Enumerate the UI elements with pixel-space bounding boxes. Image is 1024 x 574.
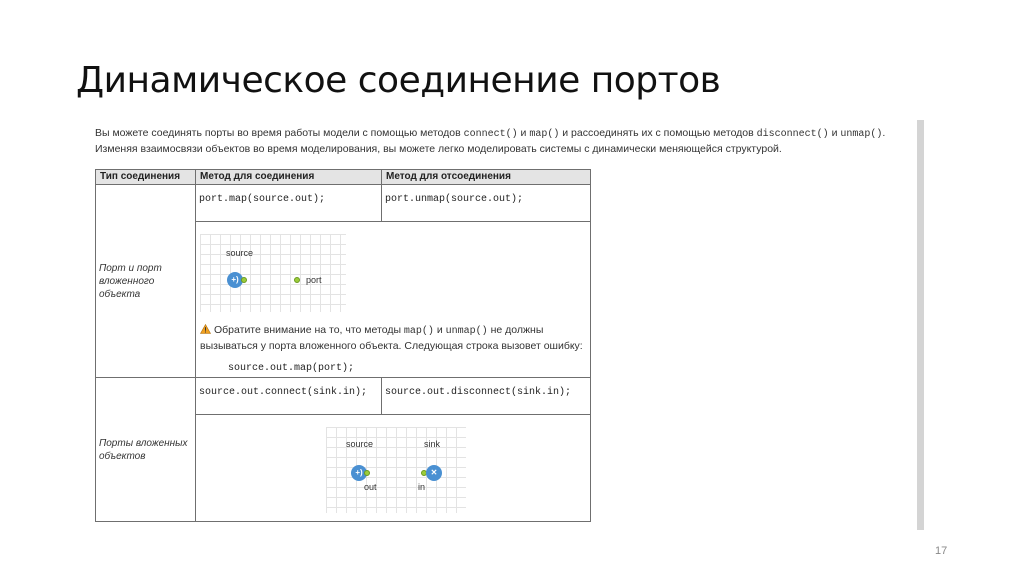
warning-icon (200, 324, 211, 334)
row1-disconnect-code: port.unmap(source.out); (385, 194, 524, 205)
row2-connect-cell (196, 378, 382, 415)
row2-connect-code: source.out.connect(sink.in); (199, 387, 368, 398)
table-header-row (96, 170, 591, 185)
scrollbar[interactable] (917, 120, 924, 530)
row2-type: Порты вложенных объектов (96, 378, 196, 522)
diagram-grid (200, 234, 346, 312)
error-code-line: source.out.map(port); (228, 363, 355, 374)
row1-disconnect-cell (382, 185, 591, 222)
header-disconnect-method: Метод для отсоединения (382, 170, 591, 185)
note-text: Обратите внимание на то, что методы (214, 324, 404, 336)
source-label: source (346, 439, 374, 449)
in-label: in (418, 482, 426, 492)
source-node-icon: +) (351, 465, 367, 481)
row2-diagram-cell (196, 415, 591, 522)
sink-label: sink (424, 439, 441, 449)
header-connect-method: Метод для соединения (196, 170, 382, 185)
sink-node-icon: ✕ (426, 465, 442, 481)
note-text: и (433, 324, 446, 336)
intro-text: и (517, 127, 530, 139)
row1-connect-code: port.map(source.out); (199, 194, 326, 205)
intro-paragraph (95, 126, 910, 157)
intro-code-map: map() (529, 129, 560, 140)
header-connection-type: Тип соединения (96, 170, 196, 185)
intro-code-unmap: unmap() (840, 129, 883, 140)
table-row (96, 378, 591, 415)
note-code-unmap: unmap() (445, 326, 488, 337)
intro-code-connect: connect() (463, 129, 518, 140)
note-text: не должны вызываться у порта вложенного объекта. Следующая строка вызовет ошибку: (200, 324, 583, 352)
source-node-icon: +) (227, 272, 243, 288)
row1-type: Порт и порт вложенного объекта (96, 185, 196, 378)
slide-title: Динамическое соединение портов (76, 60, 721, 101)
source-out-port (241, 277, 247, 283)
intro-code-disconnect: disconnect() (756, 129, 829, 140)
table-row (96, 185, 591, 222)
source-label: source (226, 248, 254, 258)
row2-disconnect-cell (382, 378, 591, 415)
intro-text: и (828, 127, 841, 139)
source-out-port (364, 470, 370, 476)
row1-connect-cell (196, 185, 382, 222)
intro-text: . Изменяя взаимосвязи объектов во время моделирования, вы можете легко моделировать системы с динамически меняющейся структурой. (95, 127, 886, 155)
page-number: 17 (935, 545, 948, 557)
port-dot (294, 277, 300, 283)
row1-diagram-cell (196, 222, 591, 378)
note-code-map: map() (403, 326, 434, 337)
row2-disconnect-code: source.out.disconnect(sink.in); (385, 387, 572, 398)
port-label: port (306, 275, 322, 285)
warning-note (200, 323, 590, 354)
ports-table (95, 169, 591, 522)
intro-text: и рассоединять их с помощью методов (559, 127, 757, 139)
intro-text: Вы можете соединять порты во время работы модели с помощью методов (95, 127, 464, 139)
out-label: out (364, 482, 377, 492)
